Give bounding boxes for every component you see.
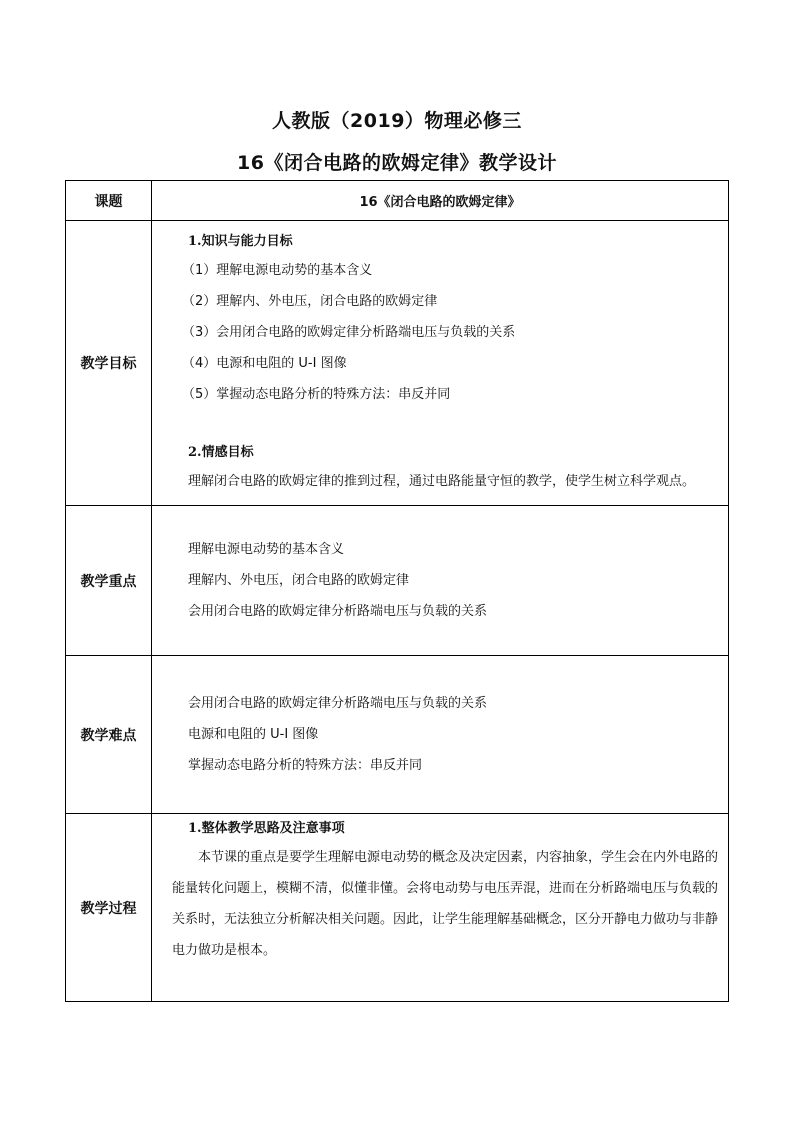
goals-row bbox=[66, 221, 729, 506]
key-points-content bbox=[152, 506, 729, 656]
difficulty-item: 电源和电阻的 U-I 图像 bbox=[188, 727, 319, 742]
process-paragraph: 本节课的重点是要学生理解电源电动势的概念及决定因素，内容抽象，学生会在内外电路的能量转化问题上，模糊不清，似懂非懂。会将电动势与电压弄混，进而在分析路端电压与负载的关系时，无法独立分析解决相关问题。因此，让学生能理解基础概念，区分开静电力做功与非静电力做功是根本。 bbox=[172, 850, 719, 958]
knowledge-item: （2）理解内、外电压，闭合电路的欧姆定律 bbox=[182, 294, 438, 309]
process-content bbox=[152, 814, 729, 1002]
goals-content bbox=[152, 221, 729, 506]
emotion-heading: 2.情感目标 bbox=[188, 445, 254, 460]
knowledge-item: （5）掌握动态电路分析的特殊方法：串反并同 bbox=[182, 387, 451, 402]
document-title: 人教版（2019）物理必修三 bbox=[272, 110, 522, 132]
lesson-plan-table bbox=[65, 180, 729, 1002]
difficulties-row bbox=[66, 656, 729, 814]
key-point-item: 理解电源电动势的基本含义 bbox=[188, 542, 345, 557]
difficulty-item: 掌握动态电路分析的特殊方法：串反并同 bbox=[188, 758, 423, 773]
difficulty-item: 会用闭合电路的欧姆定律分析路端电压与负载的关系 bbox=[188, 696, 488, 711]
difficulties-content bbox=[152, 656, 729, 814]
key-point-item: 会用闭合电路的欧姆定律分析路端电压与负载的关系 bbox=[188, 604, 488, 619]
document-subtitle: 16《闭合电路的欧姆定律》教学设计 bbox=[237, 152, 557, 174]
key-points-label: 教学重点 bbox=[66, 506, 152, 656]
topic-row bbox=[66, 181, 729, 221]
process-label: 教学过程 bbox=[66, 814, 152, 1002]
emotion-text: 理解闭合电路的欧姆定律的推到过程，通过电路能量守恒的教学，使学生树立科学观点。 bbox=[188, 474, 696, 489]
process-heading: 1.整体教学思路及注意事项 bbox=[188, 821, 345, 836]
goals-label: 教学目标 bbox=[66, 221, 152, 506]
key-points-row bbox=[66, 506, 729, 656]
topic-label: 课题 bbox=[66, 181, 152, 221]
knowledge-heading: 1.知识与能力目标 bbox=[188, 234, 293, 249]
difficulties-label: 教学难点 bbox=[66, 656, 152, 814]
knowledge-item: （4）电源和电阻的 U-I 图像 bbox=[182, 356, 347, 371]
knowledge-item: （1）理解电源电动势的基本含义 bbox=[182, 263, 373, 278]
process-row bbox=[66, 814, 729, 1002]
knowledge-item: （3）会用闭合电路的欧姆定律分析路端电压与负载的关系 bbox=[182, 325, 516, 340]
topic-value: 16《闭合电路的欧姆定律》 bbox=[152, 181, 729, 221]
key-point-item: 理解内、外电压，闭合电路的欧姆定律 bbox=[188, 573, 410, 588]
